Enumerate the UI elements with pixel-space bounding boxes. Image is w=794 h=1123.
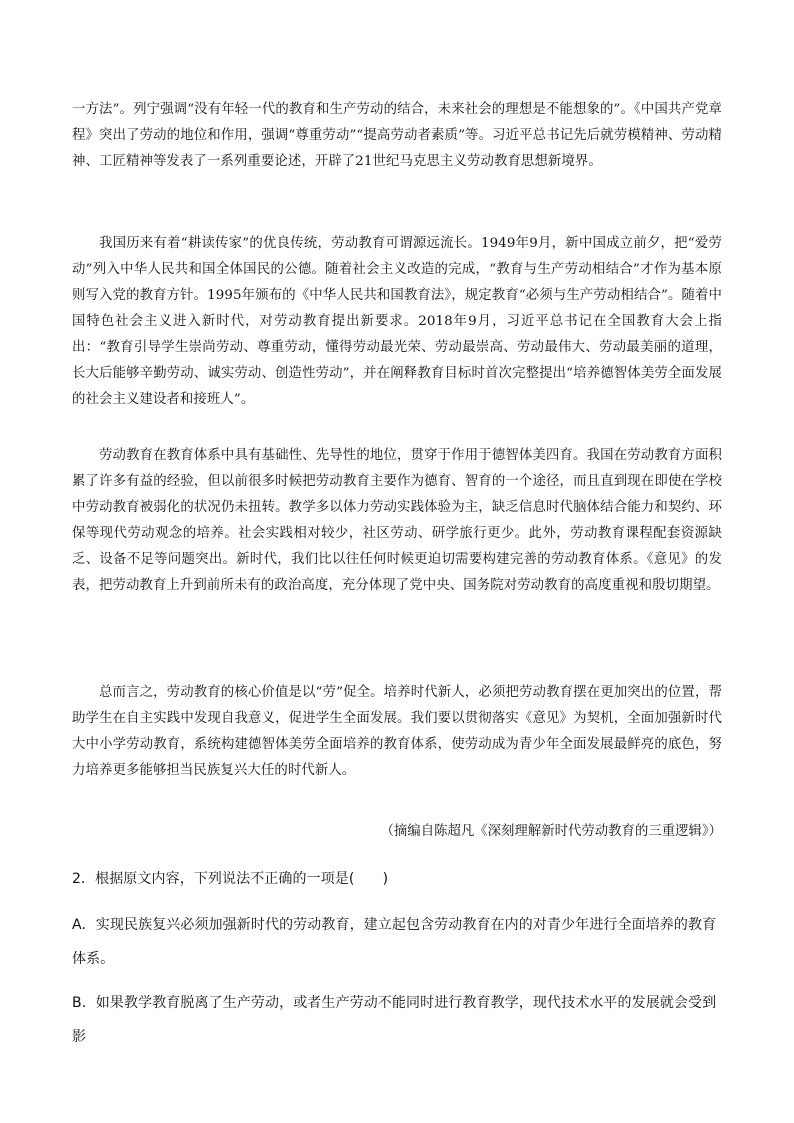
paragraph-1: 一方法”。列宁强调“没有年轻一代的教育和生产劳动的结合，未来社会的理想是不能想象的”。《中国共产党章程》突出了劳动的地位和作用，强调“尊重劳动”“提高劳动者素质”等。习近平总书记先后就劳模精神、劳动精神、工匠精神等发表了一系列重要论述，开辟了21世纪马克思主义劳动教育思想新境界。 bbox=[72, 102, 722, 169]
option-a: A．实现民族复兴必须加强新时代的劳动教育，建立起包含劳动教育在内的对青少年进行全面培养的教育体系。 bbox=[72, 917, 717, 967]
source-citation: （摘编自陈超凡《深刻理解新时代劳动教育的三重逻辑》） bbox=[380, 824, 722, 839]
paragraph-3: 劳动教育在教育体系中具有基础性、先导性的地位，贯穿于作用于德智体美四育。我国在劳动教育方面积累了许多有益的经验，但以前很多时候把劳动教育主要作为德育、智育的一个途径，而且直到现在即使在学校中劳动教育被弱化的状况仍未扭转。教学多以体力劳动实践体验为主，缺乏信息时代脑体结合能力和契约、环保等现代劳动观念的培养。社会实践相对较少，社区劳动、研学旅行更少。此外，劳动教育课程配套资源缺乏、设备不足等问题突出。新时代，我们比以往任何时候更迫切需要构建完善的劳动教育体系。《意见》的发表，把劳动教育上升到前所未有的政治高度，充分体现了党中央、国务院对劳动教育的高度重视和殷切期望。 bbox=[72, 448, 722, 593]
paragraph-2: 我国历来有着“耕读传家”的优良传统，劳动教育可谓源远流长。1949年9月，新中国成立前夕，把“爱劳动”列入中华人民共和国全体国民的公德。随着社会主义改造的完成，“教育与生产劳动相结合”才作为基本原则写入党的教育方针。1995年颁布的《中华人民共和国教育法》，规定教育“必须与生产劳动相结合”。随着中国特色社会主义进入新时代，对劳动教育提出新要求。2018年9月，习近平总书记在全国教育大会上指出：“教育引导学生崇尚劳动、尊重劳动，懂得劳动最光荣、劳动最崇高、劳动最伟大、劳动最美丽的道理，长大后能够辛勤劳动、诚实劳动、创造性劳动”，并在阐释教育目标时首次完整提出“培养德智体美劳全面发展的社会主义建设者和接班人”。 bbox=[72, 236, 722, 407]
option-b: B．如果教学教育脱离了生产劳动，或者生产劳动不能同时进行教育教学，现代技术水平的发展就会受到影 bbox=[72, 995, 717, 1045]
paragraph-4: 总而言之，劳动教育的核心价值是以“劳”促全。培养时代新人，必须把劳动教育摆在更加突出的位置，帮助学生在自主实践中发现自我意义，促进学生全面发展。我们要以贯彻落实《意见》为契机，全面加强新时代大中小学劳动教育，系统构建德智体美劳全面培养的教育体系，使劳动成为青少年全面发展最鲜亮的底色，努力培养更多能够担当民族复兴大任的时代新人。 bbox=[72, 685, 722, 778]
question-stem: 2．根据原文内容，下列说法不正确的一项是( ) bbox=[72, 871, 389, 887]
